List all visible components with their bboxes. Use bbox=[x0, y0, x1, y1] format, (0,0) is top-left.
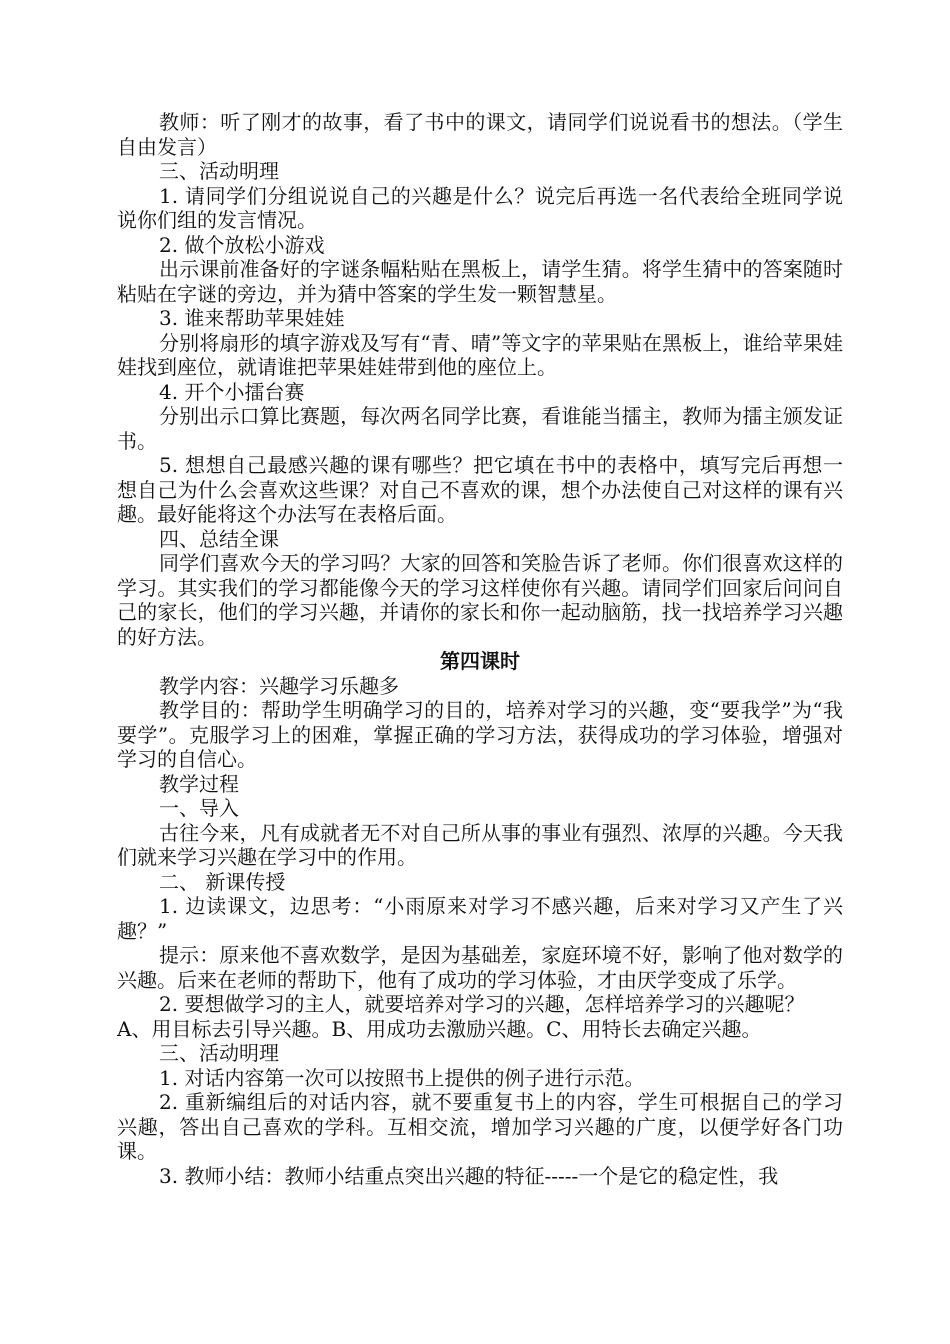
paragraph: 分别出示口算比赛题，每次两名同学比赛，看谁能当擂主，教师为擂主颁发证书。 bbox=[117, 404, 843, 453]
paragraph: 5. 想想自己最感兴趣的课有哪些？把它填在书中的表格中，填写完后再想一想自己为什么会喜欢这些课？对自己不喜欢的课，想个办法使自己对这样的课有兴趣。最好能将这个办法写在表格后面。 bbox=[117, 453, 843, 526]
paragraph: 教师：听了刚才的故事，看了书中的课文，请同学们说说看书的想法。（学生自由发言） bbox=[117, 110, 843, 159]
paragraph: 2. 重新编组后的对话内容，就不要重复书上的内容，学生可根据自己的学习兴趣，答出自己喜欢的学科。互相交流，增加学习兴趣的广度，以便学好各门功课。 bbox=[117, 1090, 843, 1163]
paragraph: 同学们喜欢今天的学习吗？大家的回答和笑脸告诉了老师。你们很喜欢这样的学习。其实我们的学习都能像今天的学习这样使你有兴趣。请同学们回家后问问自己的家长，他们的学习兴趣，并请你的家长和你一起动脑筋，找一找培养学习兴趣的好方法。 bbox=[117, 551, 843, 649]
section-heading-summary: 四、总结全课 bbox=[159, 526, 279, 551]
paragraph: 古往今来，凡有成就者无不对自己所从事的事业有强烈、浓厚的兴趣。今天我们就来学习兴趣在学习中的作用。 bbox=[117, 820, 843, 869]
paragraph: 2. 要想做学习的主人，就要培养对学习的兴趣，怎样培养学习的兴趣呢？ bbox=[159, 992, 805, 1016]
paragraph: 教学过程 bbox=[159, 771, 239, 796]
section-heading-intro: 一、导入 bbox=[159, 796, 239, 820]
lesson-title: 第四课时 bbox=[440, 649, 520, 673]
paragraph: A、用目标去引导兴趣。B、用成功去激励兴趣。C、用特长去确定兴趣。 bbox=[117, 1016, 762, 1041]
paragraph: 1. 边读课文，边思考：“小雨原来对学习不感兴趣，后来对学习又产生了兴趣？” bbox=[117, 894, 843, 943]
paragraph: 3. 教师小结：教师小结重点突出兴趣的特征-----一个是它的稳定性，我 bbox=[159, 1163, 779, 1188]
paragraph: 分别将扇形的填字游戏及写有“青、晴”等文字的苹果贴在黑板上，谁给苹果娃娃找到座位，就请谁把苹果娃娃带到他的座位上。 bbox=[117, 330, 843, 379]
section-heading-activity: 三、活动明理 bbox=[159, 1041, 279, 1065]
list-item-heading: 3. 谁来帮助苹果娃娃 bbox=[159, 306, 345, 330]
list-item-heading: 2. 做个放松小游戏 bbox=[159, 232, 325, 257]
paragraph: 教学目的：帮助学生明确学习的目的，培养对学习的兴趣，变“要我学”为“我要学”。克服学习上的困难，掌握正确的学习方法，获得成功的学习体验，增强对学习的自信心。 bbox=[117, 698, 843, 771]
paragraph: 1. 对话内容第一次可以按照书上提供的例子进行示范。 bbox=[159, 1065, 645, 1090]
document-page bbox=[117, 110, 843, 1188]
section-heading-activity: 三、活动明理 bbox=[159, 159, 279, 183]
paragraph: 出示课前准备好的字谜条幅粘贴在黑板上，请学生猜。将学生猜中的答案随时粘贴在字谜的旁边，并为猜中答案的学生发一颗智慧星。 bbox=[117, 257, 843, 306]
paragraph: 教学内容：兴趣学习乐趣多 bbox=[159, 673, 399, 698]
paragraph: 1. 请同学们分组说说自己的兴趣是什么？说完后再选一名代表给全班同学说说你们组的发言情况。 bbox=[117, 183, 843, 232]
list-item-heading: 4. 开个小擂台赛 bbox=[159, 379, 305, 404]
section-heading-new-lesson: 二、 新课传授 bbox=[159, 869, 286, 894]
paragraph: 提示：原来他不喜欢数学，是因为基础差，家庭环境不好，影响了他对数学的兴趣。后来在老师的帮助下，他有了成功的学习体验，才由厌学变成了乐学。 bbox=[117, 943, 843, 992]
